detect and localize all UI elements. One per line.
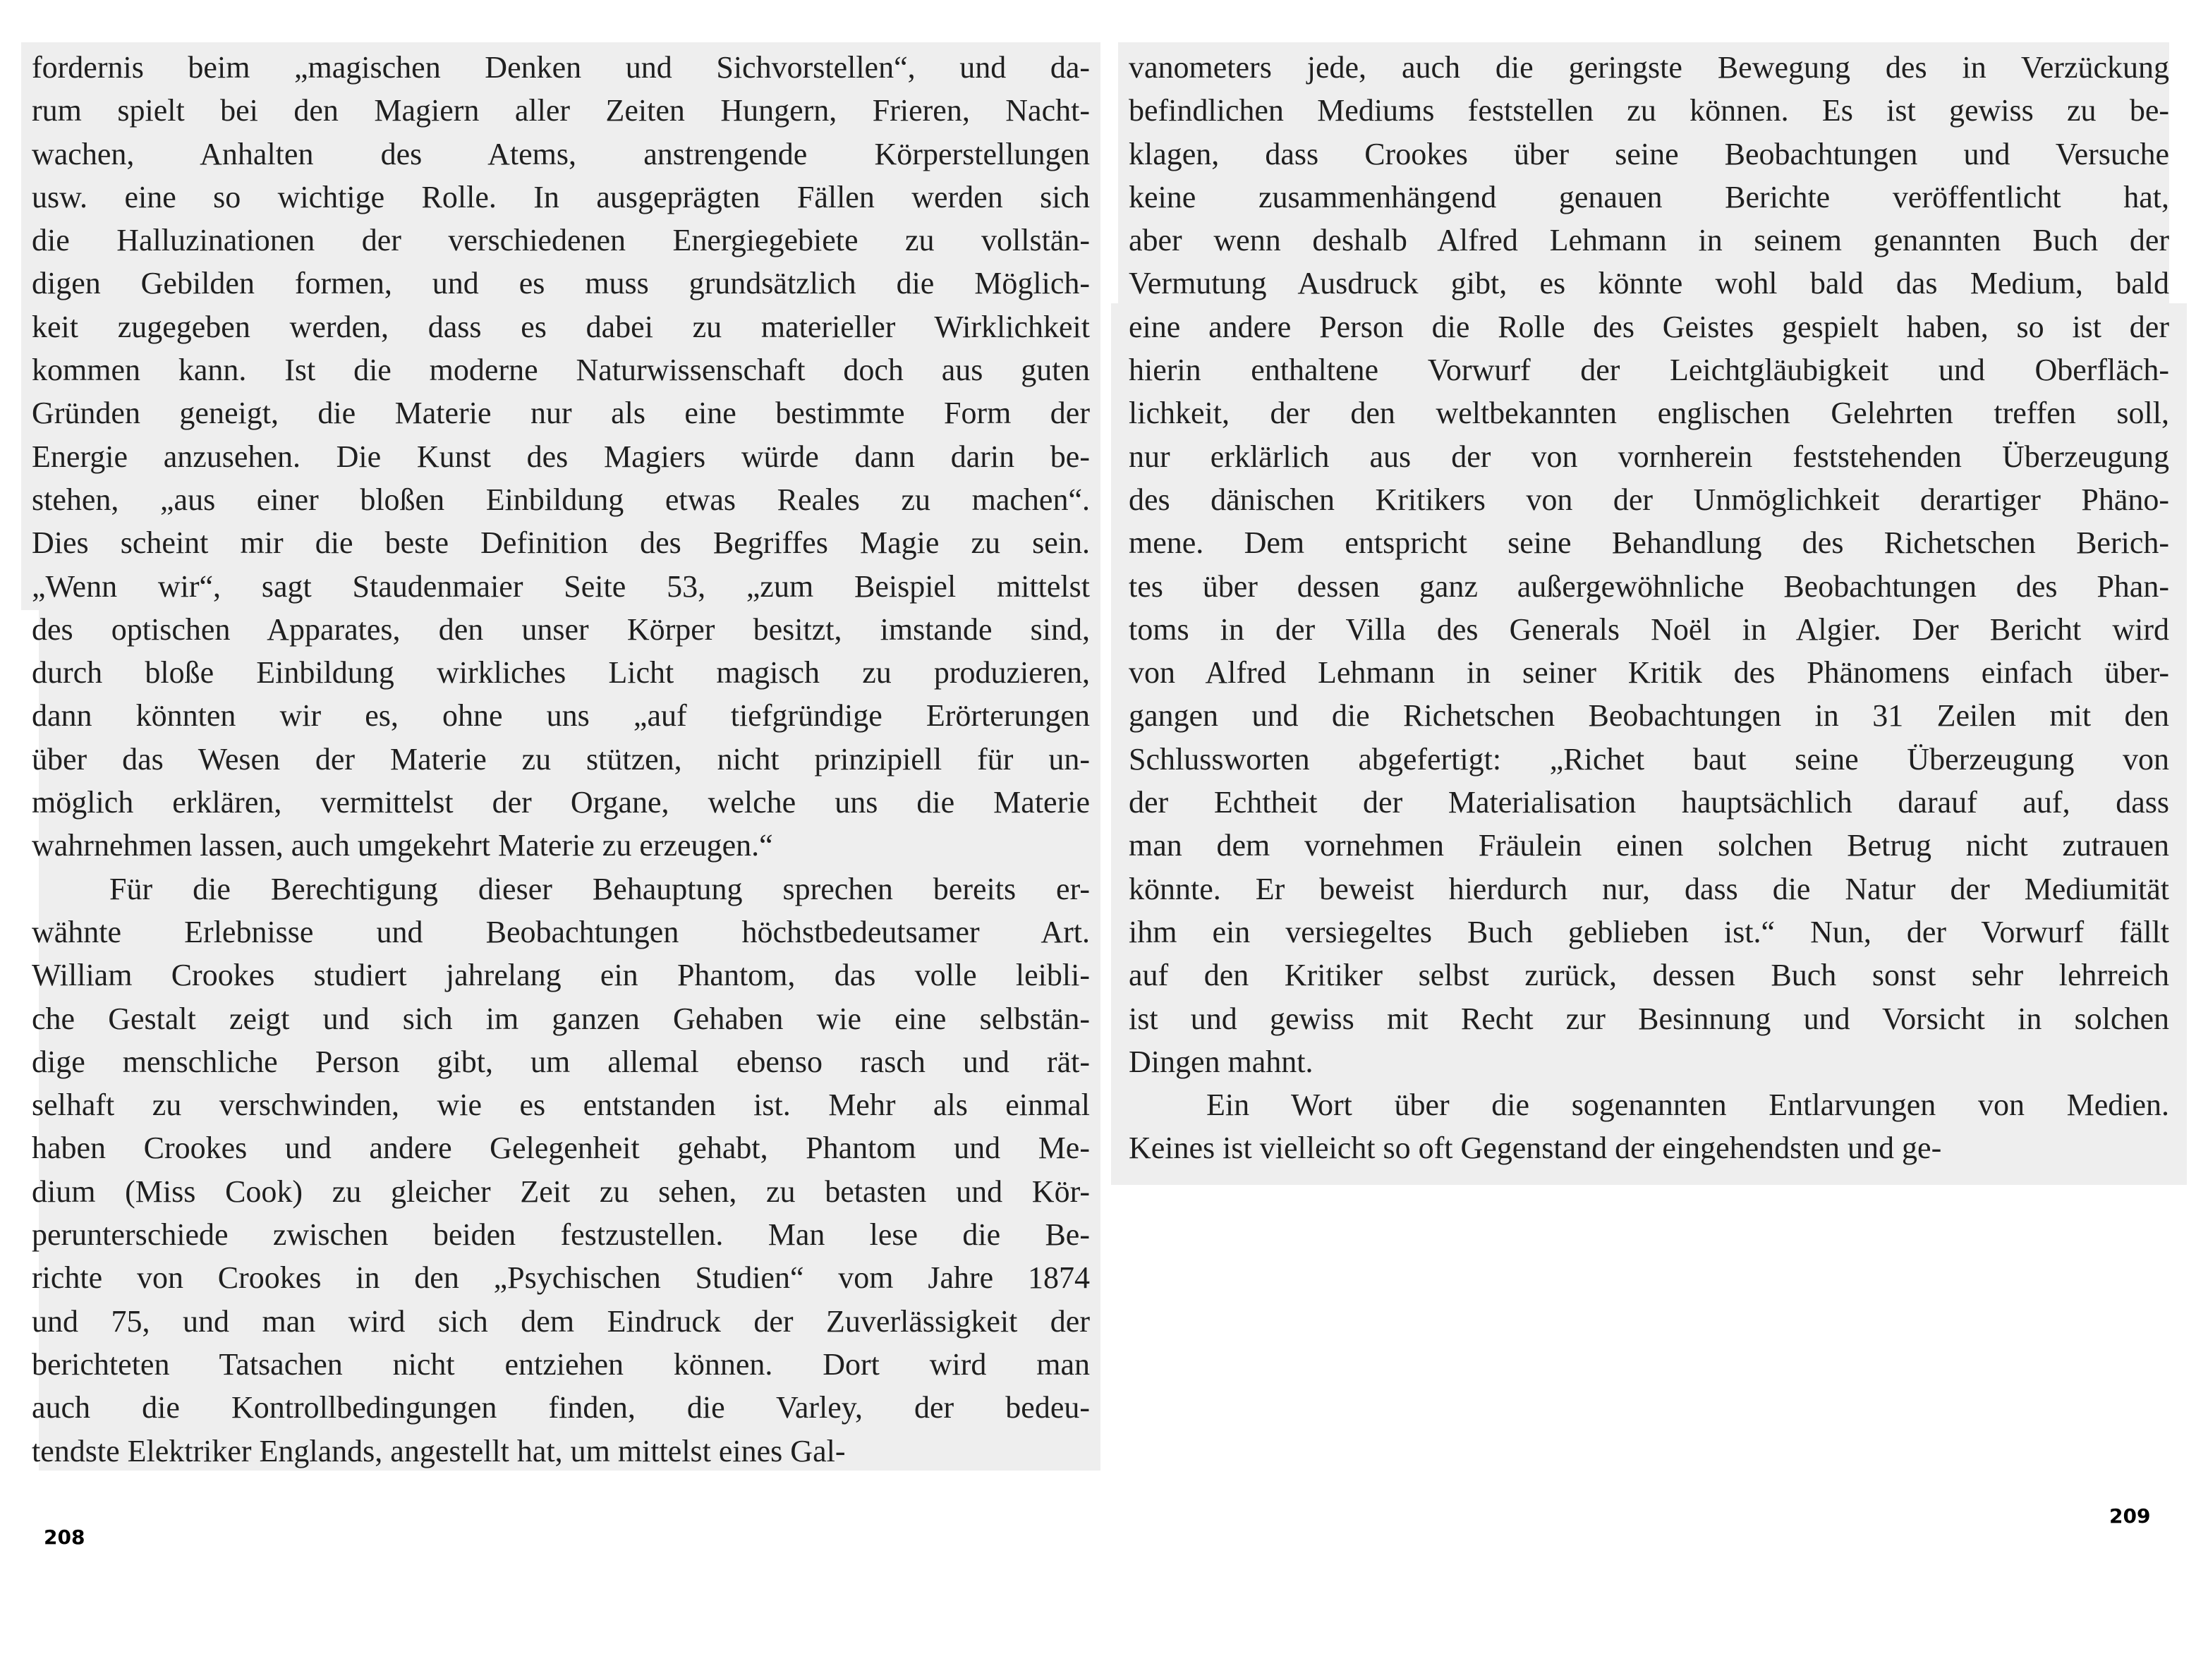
left-page-line: Gründen geneigt, die Materie nur als eine bestimmte Form der — [32, 396, 1090, 431]
left-page-line: dium (Miss Cook) zu gleicher Zeit zu sehen, zu betasten und Kör- — [32, 1174, 1090, 1209]
right-page-line: klagen, dass Crookes über seine Beobachtungen und Versuche — [1129, 136, 2169, 171]
right-page-number: 209 — [2109, 1504, 2151, 1528]
right-page-line: des dänischen Kritikers von der Unmöglichkeit derartiger Phäno- — [1129, 482, 2169, 517]
right-page-line: eine andere Person die Rolle des Geistes gespielt haben, so ist der — [1129, 309, 2169, 344]
left-page-line: über das Wesen der Materie zu stützen, nicht prinzipiell für un- — [32, 741, 1090, 777]
left-page-line: wachen, Anhalten des Atems, anstrengende Körperstellungen — [32, 136, 1090, 171]
right-page-line: Schlussworten abgefertigt: „Richet baut seine Überzeugung von — [1129, 741, 2169, 777]
right-page-line: von Alfred Lehmann in seiner Kritik des Phänomens einfach über- — [1129, 655, 2169, 690]
left-page-line: dige menschliche Person gibt, um allemal ebenso rasch und rät- — [32, 1044, 1090, 1079]
right-page-line: Ein Wort über die sogenannten Entlarvungen von Medien. — [1206, 1088, 2169, 1123]
left-page-line: selhaft zu verschwinden, wie es entstanden ist. Mehr als einmal — [32, 1088, 1090, 1123]
right-page-line: tes über dessen ganz außergewöhnliche Beobachtungen des Phan- — [1129, 568, 2169, 604]
left-page-line: rum spielt bei den Magiern aller Zeiten Hungern, Frieren, Nacht- — [32, 93, 1090, 128]
left-page-line: berichteten Tatsachen nicht entziehen können. Dort wird man — [32, 1346, 1090, 1382]
right-page-line: könnte. Er beweist hierdurch nur, dass die Natur der Mediumität — [1129, 871, 2169, 906]
left-page-line: perunterschiede zwischen beiden festzustellen. Man lese die Be- — [32, 1217, 1090, 1253]
right-page-line: vanometers jede, auch die geringste Bewegung des in Verzückung — [1129, 50, 2169, 85]
right-page-line: Dingen mahnt. — [1129, 1044, 1314, 1079]
left-page-line: wahrnehmen lassen, auch umgekehrt Materie zu erzeugen.“ — [32, 828, 773, 863]
right-page-line: nur erklärlich aus der von vornherein feststehenden Überzeugung — [1129, 439, 2169, 474]
left-page-line: che Gestalt zeigt und sich im ganzen Gehaben wie eine selbstän- — [32, 1001, 1090, 1036]
left-page-line: möglich erklären, vermittelst der Organe, welche uns die Materie — [32, 785, 1090, 820]
right-page-line: Vermutung Ausdruck gibt, es könnte wohl bald das Medium, bald — [1129, 266, 2169, 301]
left-page-line: usw. eine so wichtige Rolle. In ausgeprägten Fällen werden sich — [32, 179, 1090, 214]
left-page-line: des optischen Apparates, den unser Körper besitzt, imstande sind, — [32, 611, 1090, 647]
right-page-text — [1129, 46, 2169, 1170]
left-page-line: durch bloße Einbildung wirkliches Licht magisch zu produzieren, — [32, 655, 1090, 690]
left-page-line: dann könnten wir es, ohne uns „auf tiefgründige Erörterungen — [32, 698, 1090, 734]
right-page-line: hierin enthaltene Vorwurf der Leichtgläubigkeit und Oberfläch- — [1129, 353, 2169, 388]
left-page-line: stehen, „aus einer bloßen Einbildung etwas Reales zu machen“. — [32, 482, 1090, 517]
left-page-line: tendste Elektriker Englands, angestellt hat, um mittelst eines Gal- — [32, 1433, 846, 1468]
right-page-line: keine zusammenhängend genauen Berichte veröffentlicht hat, — [1129, 179, 2169, 214]
right-page-line: man dem vornehmen Fräulein einen solchen Betrug nicht zutrauen — [1129, 828, 2169, 863]
right-page-line: ist und gewiss mit Recht zur Besinnung und Vorsicht in solchen — [1129, 1001, 2169, 1036]
left-page-line: kommen kann. Ist die moderne Naturwissenschaft doch aus guten — [32, 353, 1090, 388]
left-page-line: und 75, und man wird sich dem Eindruck der Zuverlässigkeit der — [32, 1303, 1090, 1339]
right-page-line: toms in der Villa des Generals Noël in Algier. Der Bericht wird — [1129, 611, 2169, 647]
right-page-line: gangen und die Richetschen Beobachtungen in 31 Zeilen mit den — [1129, 698, 2169, 734]
right-page-line: lichkeit, der den weltbekannten englischen Gelehrten treffen soll, — [1129, 396, 2169, 431]
left-page-line: Dies scheint mir die beste Definition des Begriffes Magie zu sein. — [32, 525, 1090, 561]
left-page-line: wähnte Erlebnisse und Beobachtungen höchstbedeutsamer Art. — [32, 914, 1090, 949]
left-page-line: auch die Kontrollbedingungen finden, die Varley, der bedeu- — [32, 1390, 1090, 1425]
right-page-line: Keines ist vielleicht so oft Gegenstand der eingehendsten und ge- — [1129, 1131, 1942, 1166]
left-page-line: keit zugegeben werden, dass es dabei zu materieller Wirklichkeit — [32, 309, 1090, 344]
left-page-line: fordernis beim „magischen Denken und Sichvorstellen“, und da- — [32, 50, 1090, 85]
left-page-line: die Halluzinationen der verschiedenen Energiegebiete zu vollstän- — [32, 223, 1090, 258]
right-page-line: ihm ein versiegeltes Buch geblieben ist.“ Nun, der Vorwurf fällt — [1129, 914, 2169, 949]
left-page-line: „Wenn wir“, sagt Staudenmaier Seite 53, „zum Beispiel mittelst — [32, 568, 1090, 604]
right-page-line: auf den Kritiker selbst zurück, dessen Buch sonst sehr lehrreich — [1129, 958, 2169, 993]
left-page-line: William Crookes studiert jahrelang ein Phantom, das volle leibli- — [32, 958, 1090, 993]
left-page-line: Energie anzusehen. Die Kunst des Magiers würde dann darin be- — [32, 439, 1090, 474]
right-page-line: aber wenn deshalb Alfred Lehmann in seinem genannten Buch der — [1129, 223, 2169, 258]
left-page-line: richte von Crookes in den „Psychischen Studien“ vom Jahre 1874 — [32, 1260, 1090, 1296]
right-page-line: der Echtheit der Materialisation hauptsächlich darauf auf, dass — [1129, 785, 2169, 820]
left-page-text — [32, 46, 1090, 1473]
left-page-number: 208 — [44, 1526, 85, 1549]
left-page-line: digen Gebilden formen, und es muss grundsätzlich die Möglich- — [32, 266, 1090, 301]
right-page-line: befindlichen Mediums feststellen zu können. Es ist gewiss zu be- — [1129, 93, 2169, 128]
left-page-line: Für die Berechtigung dieser Behauptung sprechen bereits er- — [109, 871, 1090, 906]
left-page-line: haben Crookes und andere Gelegenheit gehabt, Phantom und Me- — [32, 1131, 1090, 1166]
right-page-line: mene. Dem entspricht seine Behandlung des Richetschen Berich- — [1129, 525, 2169, 561]
